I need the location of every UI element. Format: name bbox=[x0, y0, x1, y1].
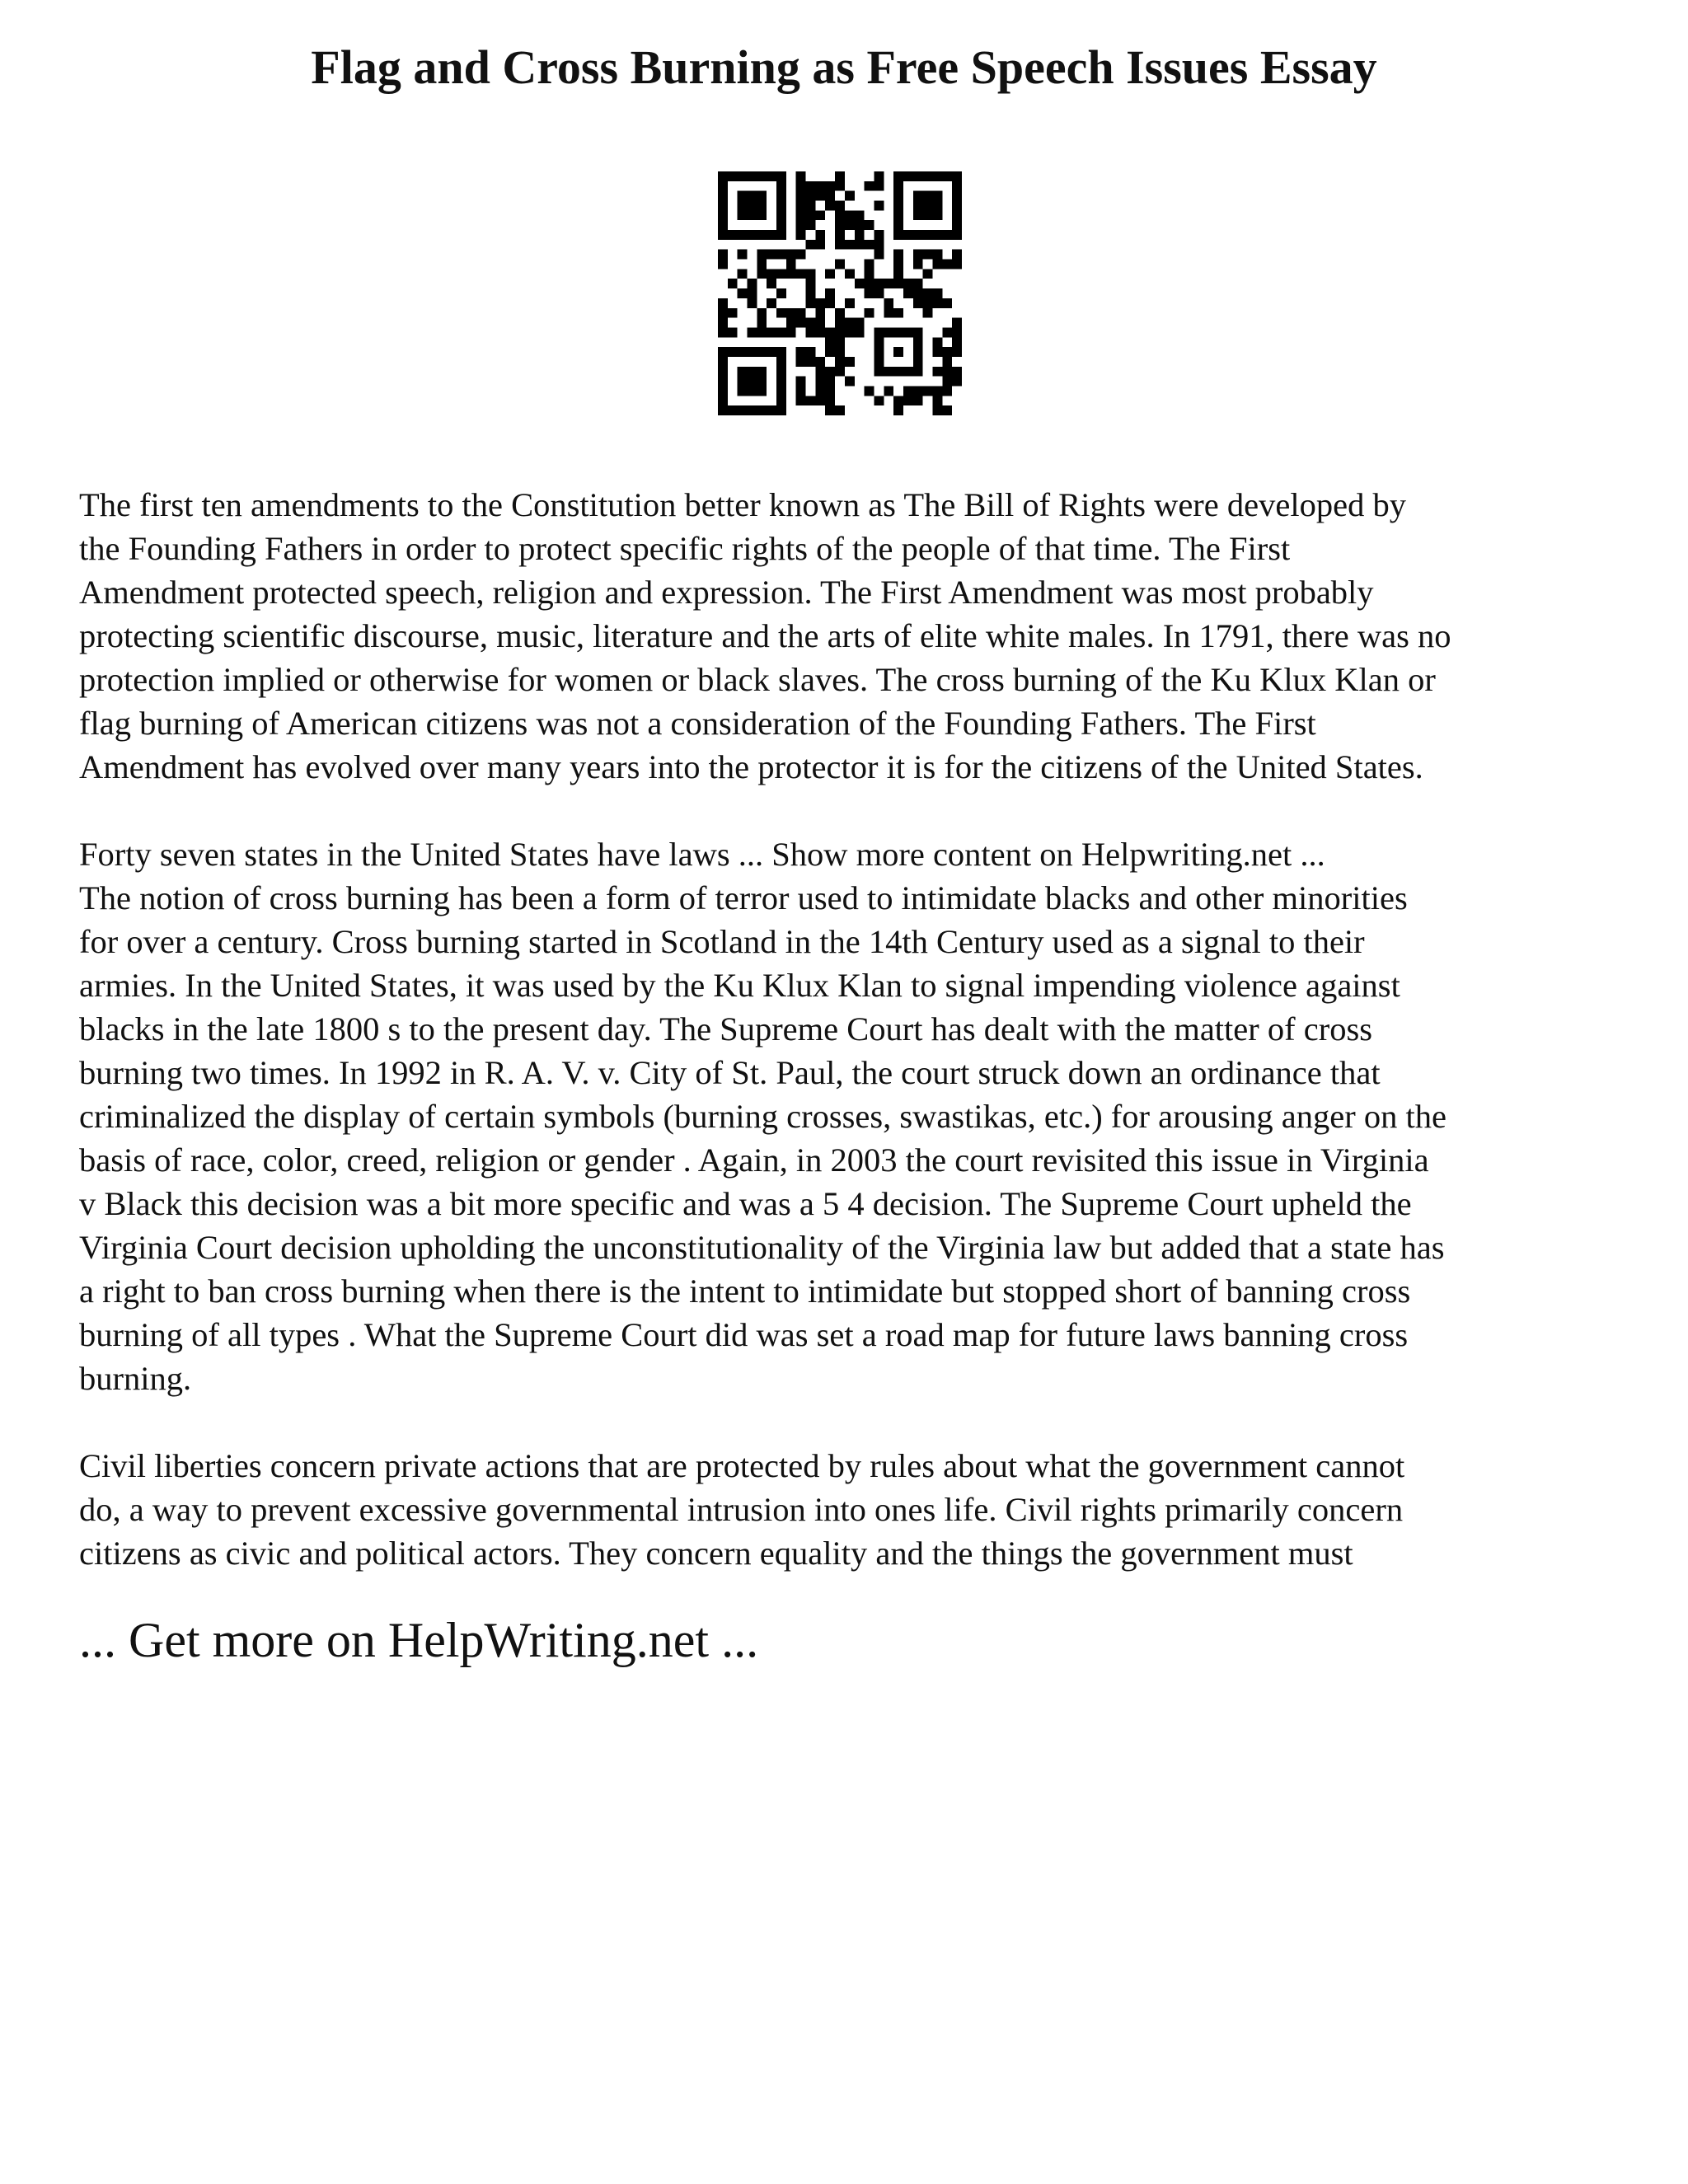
text-line: Virginia Court decision upholding the unconstitutionality of the Virginia law but added that a state has bbox=[79, 1229, 1445, 1266]
paragraph-bill-of-rights bbox=[79, 483, 1629, 789]
text-line: the Founding Fathers in order to protect specific rights of the people of that time. The First bbox=[79, 530, 1291, 567]
text-line: armies. In the United States, it was used by the Ku Klux Klan to signal impending violence against bbox=[79, 967, 1400, 1004]
text-line: v Black this decision was a bit more specific and was a 5 4 decision. The Supreme Court upheld the bbox=[79, 1185, 1412, 1222]
text-line: protecting scientific discourse, music, literature and the arts of elite white males. In 1791, there was no bbox=[79, 617, 1451, 654]
text-line: blacks in the late 1800 s to the present day. The Supreme Court has dealt with the matter of cross bbox=[79, 1010, 1372, 1047]
text-line: for over a century. Cross burning started in Scotland in the 14th Century used as a signal to their bbox=[79, 923, 1365, 960]
text-line: basis of race, color, creed, religion or gender . Again, in 2003 the court revisited this issue in Virginia bbox=[79, 1141, 1429, 1179]
qr-code-icon bbox=[718, 171, 962, 415]
text-line: The notion of cross burning has been a form of terror used to intimidate blacks and other minorities bbox=[79, 879, 1408, 916]
text-line: Civil liberties concern private actions that are protected by rules about what the government cannot bbox=[79, 1447, 1405, 1484]
text-line: The first ten amendments to the Constitution better known as The Bill of Rights were developed by bbox=[79, 486, 1406, 523]
text-line: burning. bbox=[79, 1360, 192, 1397]
text-line: Amendment protected speech, religion and expression. The First Amendment was most probably bbox=[79, 574, 1374, 611]
document-title: Flag and Cross Burning as Free Speech Issues Essay bbox=[311, 40, 1377, 94]
text-line: citizens as civic and political actors. They concern equality and the things the government must bbox=[79, 1535, 1353, 1572]
paragraph-civil-liberties bbox=[79, 1444, 1629, 1575]
text-line: Forty seven states in the United States have laws ... Show more content on Helpwriting.net ... bbox=[79, 836, 1325, 873]
text-line: burning of all types . What the Supreme Court did was set a road map for future laws banning cross bbox=[79, 1316, 1409, 1353]
text-line: burning two times. In 1992 in R. A. V. v. City of St. Paul, the court struck down an ordinance that bbox=[79, 1054, 1381, 1091]
text-line: flag burning of American citizens was not a consideration of the Founding Fathers. The First bbox=[79, 705, 1316, 742]
document-body bbox=[79, 483, 1629, 1575]
text-line: do, a way to prevent excessive governmental intrusion into ones life. Civil rights primarily concern bbox=[79, 1491, 1404, 1528]
text-line: protection implied or otherwise for women or black slaves. The cross burning of the Ku Klux Klan or bbox=[79, 661, 1436, 698]
paragraph-cross-burning bbox=[79, 832, 1629, 1400]
text-line: a right to ban cross burning when there is the intent to intimidate but stopped short of banning cross bbox=[79, 1272, 1411, 1310]
text-line: criminalized the display of certain symbols (burning crosses, swastikas, etc.) for arousing anger on the bbox=[79, 1098, 1447, 1135]
text-line: Amendment has evolved over many years into the protector it is for the citizens of the United States. bbox=[79, 748, 1423, 785]
get-more-link[interactable]: ... Get more on HelpWriting.net ... bbox=[79, 1613, 759, 1667]
